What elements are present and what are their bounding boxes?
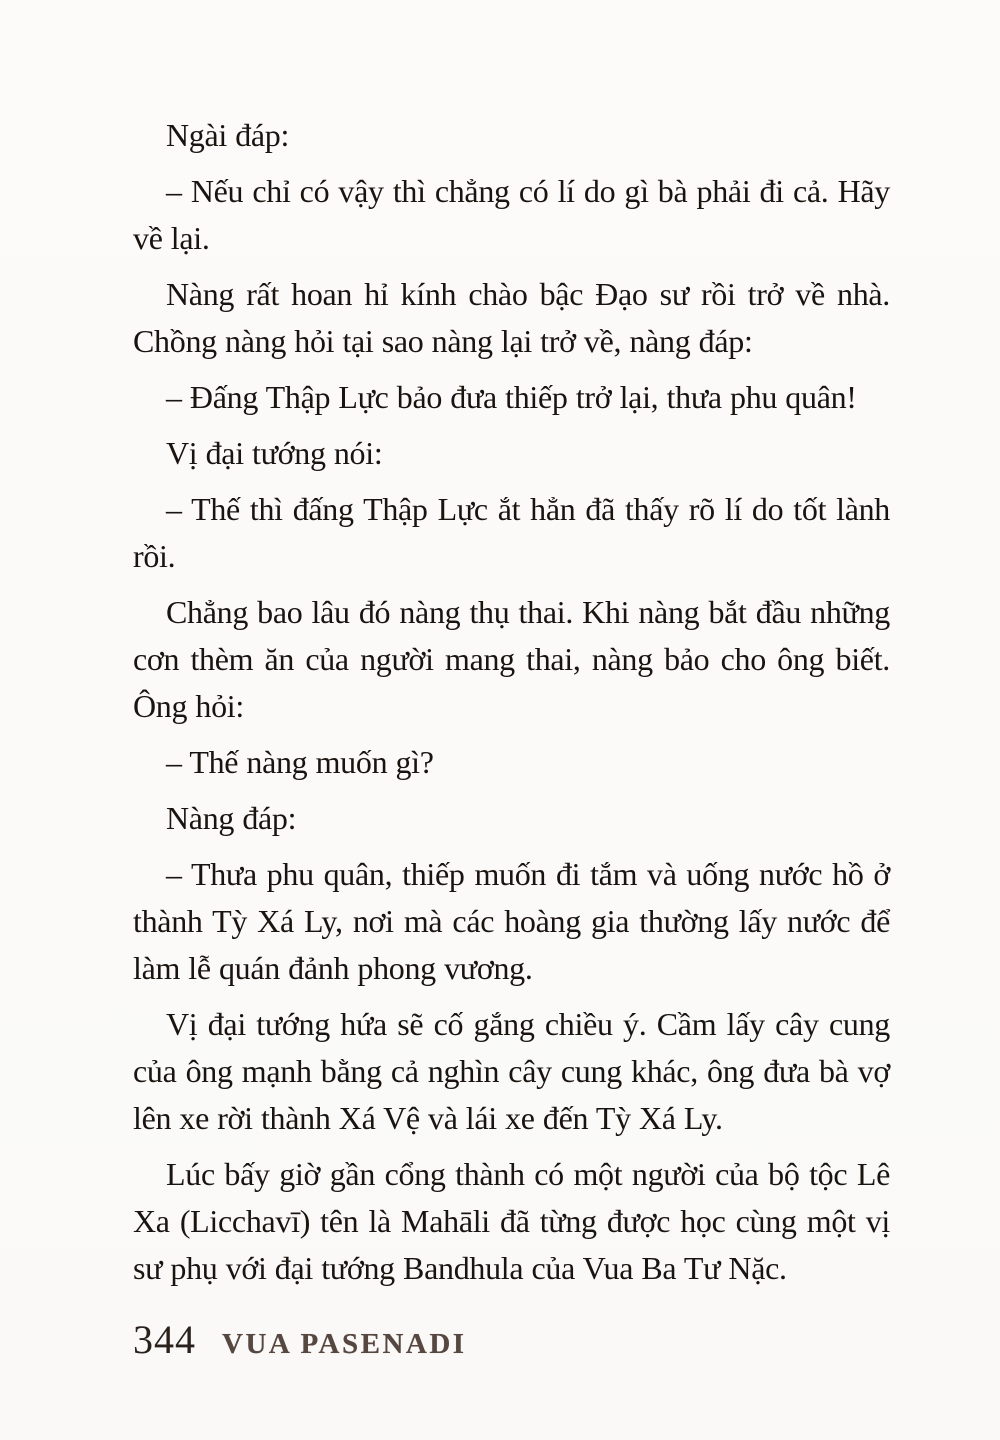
page-footer <box>133 1318 890 1366</box>
body-paragraph: Ngài đáp: <box>166 117 290 153</box>
body-paragraph: – Thế nàng muốn gì? <box>166 744 434 780</box>
body-paragraph: Chẳng bao lâu đó nàng thụ thai. Khi nàng bắt đầu những cơn thèm ăn của người mang thai, nàng bảo cho ông biết. Ông hỏi: <box>133 594 890 724</box>
body-paragraph: Nàng rất hoan hỉ kính chào bậc Đạo sư rồi trở về nhà. Chồng nàng hỏi tại sao nàng lại trở về, nàng đáp: <box>133 276 890 359</box>
body-paragraph: – Đấng Thập Lực bảo đưa thiếp trở lại, thưa phu quân! <box>166 379 857 415</box>
body-paragraph: – Thế thì đấng Thập Lực ắt hẳn đã thấy rõ lí do tốt lành rồi. <box>133 491 890 574</box>
body-paragraph: – Thưa phu quân, thiếp muốn đi tắm và uống nước hồ ở thành Tỳ Xá Ly, nơi mà các hoàng gia thường lấy nước để làm lễ quán đảnh phong vương. <box>133 856 890 986</box>
body-paragraph: Nàng đáp: <box>166 800 297 836</box>
body-paragraph: Vị đại tướng nói: <box>166 435 383 471</box>
body-paragraph: Lúc bấy giờ gần cổng thành có một người của bộ tộc Lê Xa (Licchavī) tên là Mahāli đã từng được học cùng một vị sư phụ với đại tướng Bandhula của Vua Ba Tư Nặc. <box>133 1156 890 1286</box>
body-paragraph: – Nếu chỉ có vậy thì chẳng có lí do gì bà phải đi cả. Hãy về lại. <box>133 173 890 256</box>
running-title: VUA PASENADI <box>222 1328 467 1360</box>
page-number: 344 <box>133 1317 196 1362</box>
body-paragraph: Vị đại tướng hứa sẽ cố gắng chiều ý. Cầm lấy cây cung của ông mạnh bằng cả nghìn cây cung khác, ông đưa bà vợ lên xe rời thành Xá Vệ và lái xe đến Tỳ Xá Ly. <box>133 1006 890 1136</box>
body-text-block <box>133 112 890 1301</box>
